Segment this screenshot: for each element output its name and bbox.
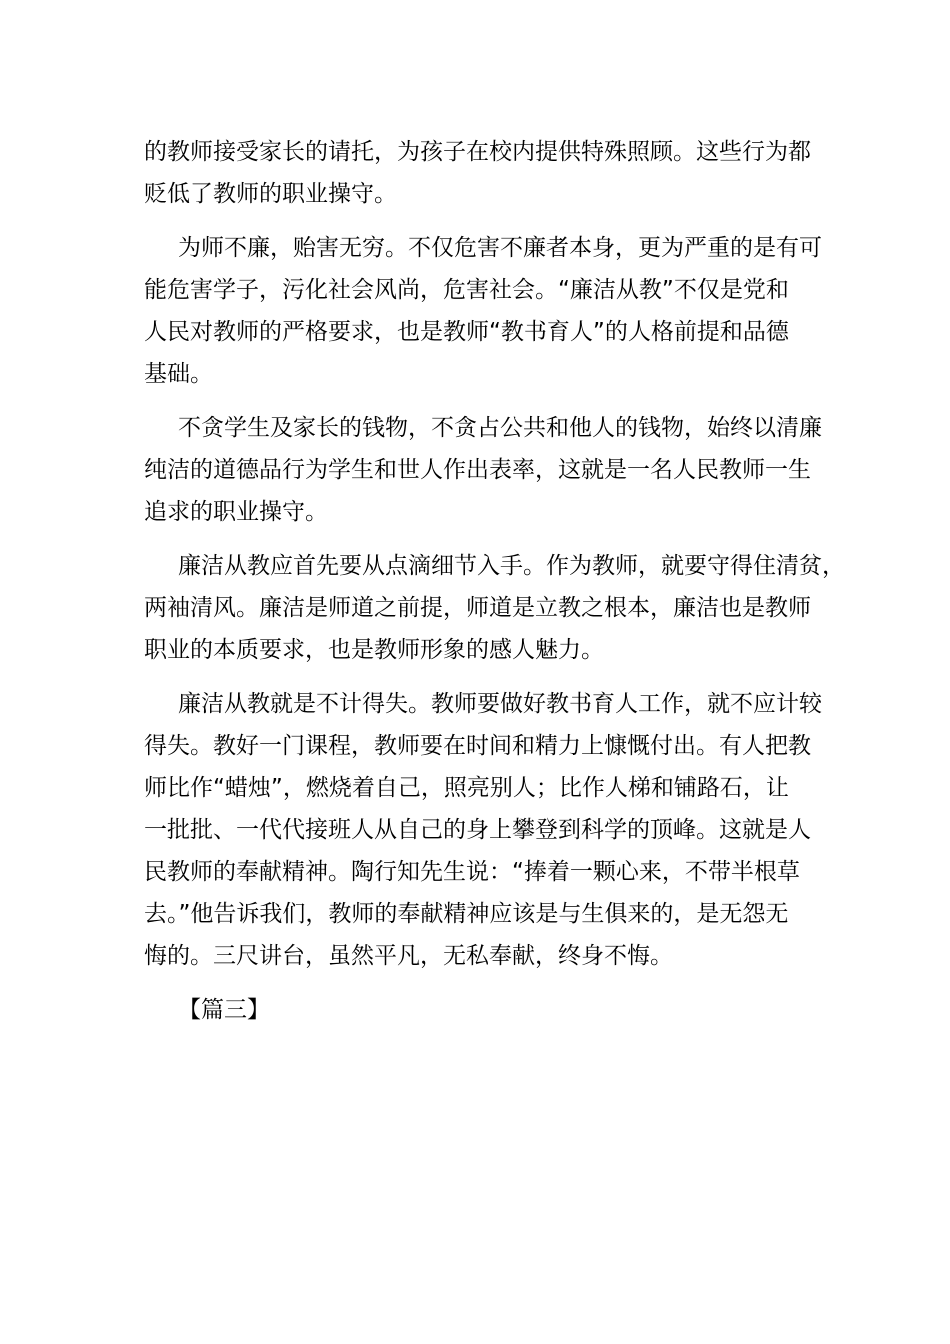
paragraph-line: 一批批、一代代接班人从自己的身上攀登到科学的顶峰。这就是人: [144, 817, 811, 843]
paragraph-1: [144, 131, 824, 215]
section-heading: 【篇三】: [178, 997, 270, 1023]
paragraph-line: 廉洁从教应首先要从点滴细节入手。作为教师，就要守得住清贫，: [178, 553, 845, 579]
paragraph-2: [144, 227, 824, 395]
paragraph-line: 两袖清风。廉洁是师道之前提，师道是立教之根本，廉洁也是教师: [144, 595, 811, 621]
paragraph-line: 去。”他告诉我们，教师的奉献精神应该是与生俱来的，是无怨无: [144, 901, 789, 927]
paragraph-line: 不贪学生及家长的钱物，不贪占公共和他人的钱物，始终以清廉: [178, 415, 822, 441]
paragraph-line: 为师不廉，贻害无穷。不仅危害不廉者本身，更为严重的是有可: [178, 235, 822, 261]
paragraph-line: 追求的职业操守。: [144, 499, 328, 525]
paragraph-line: 民教师的奉献精神。陶行知先生说：“捧着一颗心来，不带半根草: [144, 859, 800, 885]
paragraph-line: 悔的。三尺讲台，虽然平凡，无私奉献，终身不悔。: [144, 943, 673, 969]
paragraph-line: 纯洁的道德品行为学生和世人作出表率，这就是一名人民教师一生: [144, 457, 811, 483]
paragraph-4: [144, 545, 845, 671]
paragraph-line: 职业的本质要求，也是教师形象的感人魅力。: [144, 637, 604, 663]
paragraph-line: 廉洁从教就是不计得失。教师要做好教书育人工作，就不应计较: [178, 691, 822, 717]
paragraph-5: [144, 683, 824, 977]
paragraph-line: 贬低了教师的职业操守。: [144, 181, 397, 207]
paragraph-line: 的教师接受家长的请托，为孩子在校内提供特殊照顾。这些行为都: [144, 139, 811, 165]
paragraph-line: 基础。: [144, 361, 213, 387]
paragraph-line: 人民对教师的严格要求，也是教师“教书育人”的人格前提和品德: [144, 319, 789, 345]
document-body: [144, 131, 845, 1031]
paragraph-line: 能危害学子，污化社会风尚，危害社会。“廉洁从教”不仅是党和: [144, 277, 789, 303]
paragraph-line: 得失。教好一门课程，教师要在时间和精力上慷慨付出。有人把教: [144, 733, 811, 759]
paragraph-line: 师比作“蜡烛”，燃烧着自己，照亮别人；比作人梯和铺路石，让: [144, 775, 789, 801]
paragraph-3: [144, 407, 824, 533]
